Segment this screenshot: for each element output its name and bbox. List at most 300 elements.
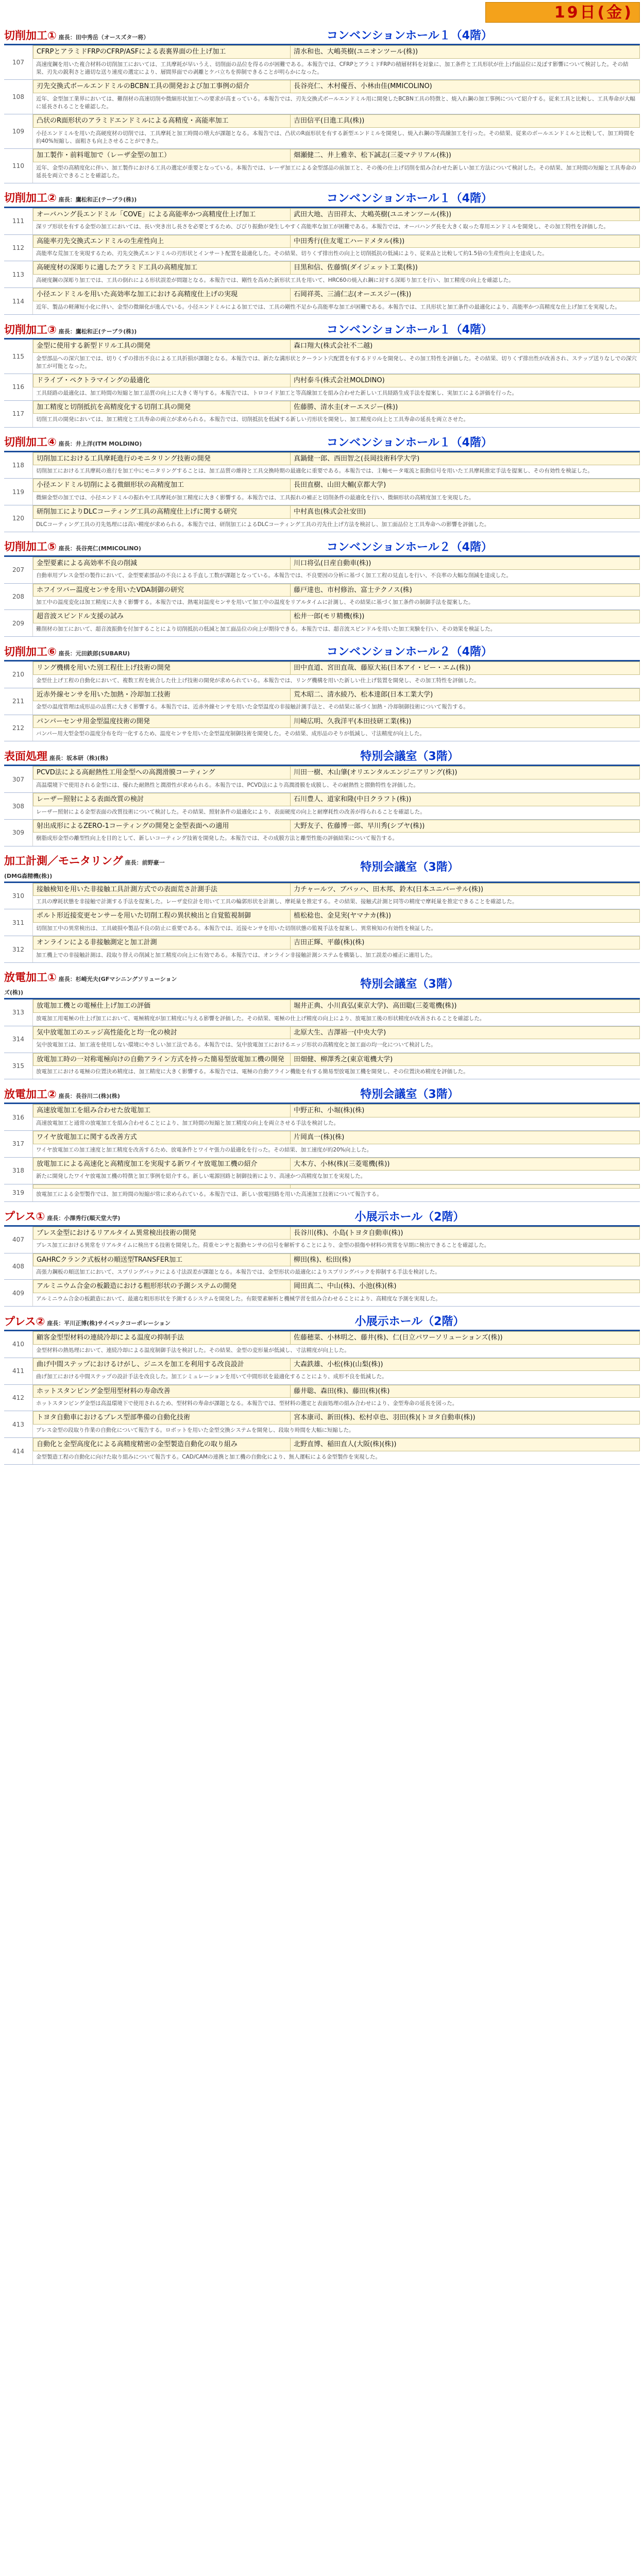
paper-number: 316 [4,1104,33,1130]
paper-row [4,235,640,262]
paper-authors: 片岡真一(株)(株) [291,1131,640,1144]
paper-row [4,261,640,288]
paper-authors: 柳田(株)、松田(株) [291,1253,640,1267]
paper-title: ドライブ・ペクトラマイングの最適化 [33,374,291,387]
paper-title: 金型要素による高効率不良の削減 [33,557,291,570]
paper-abstract: 金型材料の熱処理において、連続冷却による温度制御手法を検討した。その結果、金型の変形量が低減し、寸法精度が向上した。 [36,1347,350,1353]
paper-title: 近赤外線センサを用いた加熱・冷却加工技術 [33,688,291,702]
paper-title: オンラインによる非接触測定と加工計測 [33,936,291,950]
paper-row [4,1158,640,1184]
paper-body [33,883,640,909]
paper-title: 自動化と金型高度化による高精度精密の金型製造自動化の取り組み [33,1438,291,1451]
paper-body [33,1131,640,1157]
session-block [4,319,640,428]
paper-row [4,208,640,235]
paper-abstract: 近年、製品の軽薄短小化に伴い、金型の微細化が進んでいる。小径エンドミルによる加工では、工具の剛性不足から高能率な加工が困難である。本報告では、工具形状と加工条件の最適化により、高能率かつ高精度な仕上げ加工を実現した。 [36,303,620,310]
paper-body [33,662,640,688]
paper-body [33,1331,640,1358]
paper-heading [33,452,640,466]
session-chair: 座長：杉崎光夫(GFマシニングソリューションズ(株)) [4,976,177,996]
paper-row [4,909,640,936]
session-venue: 小展示ホール（2階） [354,1210,465,1224]
session-chair: 座長：井上洋(ITM MOLDINO) [58,440,142,448]
paper-authors: 田畑健、柳澤秀之(東京電機大学) [291,1053,640,1066]
paper-abstract: 難削材の加工において、超音波振動を付加することにより切削抵抗の低減と加工面品位の向上が期待できる。本報告では、超音波スピンドルを用いた加工実験を行い、その効果を検証した。 [36,625,496,632]
paper-authors: 宮本康司、新田(株)、松村卓也、羽田(株)(トヨタ自動車(株)) [291,1411,640,1425]
session-category: 切削加工④ 座長：井上洋(ITM MOLDINO) [4,436,142,449]
session-category: 表面処理 座長：坂本研（株)(株) [4,750,109,762]
paper-authors: 大本方、小林(株)(三菱電機(株)) [291,1158,640,1171]
session-venue: 特別会議室（3階） [360,977,459,991]
paper-row [4,557,640,584]
paper-abstract: 曲げ加工における中間ステップの設計手法を改良した。加工シミュレーションを用いて中間形状を最適化することにより、成形不良を低減した。 [36,1374,387,1380]
paper-authors: 石川豊人、道家和隆(中日クラフト(株)) [291,793,640,806]
paper-title: 気中放電加工のエッジ高性能化と均一化の検討 [33,1026,291,1040]
paper-heading [33,1411,640,1425]
paper-number: 212 [4,715,33,741]
paper-abstract: 自動車用プレス金型の製作において、金型要素部品の不良による手直し工数が課題となっている。本報告では、不良要因の分析に基づく加工工程の見直しを行い、不良率の大幅な削減を達成した。 [36,572,512,579]
paper-title: ポルト形近接変更センサーを用いた切削工程の異状検出と自覚監視制御 [33,909,291,923]
session-category: 加工計測／モニタリング 座長：前野豪一(DMG森精機(株)) [4,854,165,879]
paper-authors: 吉田正輝、平藤(株)(株) [291,936,640,950]
paper-row [4,610,640,637]
paper-title: ホットスタンピング金型用型材料の寿命改善 [33,1385,291,1398]
paper-abstract: 切削工具の開発においては、加工精度と工具寿命の両立が求められる。本報告では、切削抵抗を低減する新しい刃形状を開発し、加工精度の向上と工具寿命の延長を両立させた。 [36,416,469,423]
paper-heading [33,715,640,728]
paper-authors: 田中直道、宮田直哉、藤原大祐(日本アイ・ビー・エム(株)) [291,662,640,675]
paper-authors [291,1184,640,1189]
paper-row [4,452,640,479]
paper-authors: 藤井聡、森田(株)、藤田(株)(株) [291,1385,640,1398]
paper-number: 413 [4,1411,33,1437]
paper-body [33,766,640,792]
paper-title: 射出成形によるZERO-1コーティングの開発と金型表面への適用 [33,820,291,833]
paper-body [33,340,640,374]
paper-body [33,1184,640,1201]
paper-title: ホフイツバー温度センサを用いたVDA制御の研究 [33,584,291,597]
paper-title: レーザー照射による表面改質の検討 [33,793,291,806]
paper-body [33,208,640,234]
paper-number: 113 [4,261,33,287]
paper-authors: 植松稔也、金見実(ヤマナカ(株)) [291,909,640,923]
paper-title: CFRPとアラミドFRPのCFRP/ASFによる表裏界面の仕上げ加工 [33,45,291,59]
paper-number: 309 [4,820,33,846]
paper-row [4,340,640,374]
paper-title: 切削加工における工具摩耗進行のモニタリング技術の開発 [33,452,291,466]
paper-body [33,1385,640,1411]
session-block [4,1083,640,1202]
paper-title: 加工製作・前料電加で（レーザ金型の加工） [33,149,291,162]
paper-abstract: DLCコーティング工具の刃先処理には高い精度が求められる。本報告では、研削加工によるDLCコーティング工具の刃先仕上げ方法を検討し、加工面品位と工具寿命への影響を評価した。 [36,521,490,528]
paper-title: 高硬度材の深彫りに適したアラミド工具の高精度加工 [33,261,291,275]
paper-body [33,80,640,114]
paper-heading [33,1331,640,1345]
paper-number: 120 [4,505,33,532]
paper-authors: 畑瀬健二、井上雅幸、松下誠志(三菱マテリアル(株)) [291,149,640,162]
paper-number: 108 [4,80,33,114]
paper-number: 207 [4,557,33,583]
paper-heading [33,883,640,896]
session-chair: 座長：鷹松和正(テーブラ(株)) [58,196,137,204]
session-header [4,25,640,45]
paper-title: 刃先交換式ボールエンドミルのBCBN工具の開発および加工事例の紹介 [33,80,291,93]
paper-authors: 目黒和信、佐藤慎(ダイジェット工業(株)) [291,261,640,275]
session-block [4,851,640,963]
paper-abstract: 近年、金型の高精度化に伴い、加工製作における工具の選定が重要となっている。本報告では、レーザ加工による金型部品の前加工と、その後の仕上げ切削を組み合わせた新しい加工方法について検討した。その結果、加工時間の短縮と工具寿命の延長を両立できることを確認した。 [36,164,637,179]
session-venue: コンベンションホール１（4階） [327,436,493,449]
paper-number: 312 [4,936,33,962]
paper-authors: 長谷亮仁、木村優吾、小林由佳(MMICOLINO) [291,80,640,93]
paper-body [33,45,640,79]
session-block [4,25,640,183]
paper-body [33,1026,640,1053]
paper-heading [33,1131,640,1144]
session-venue: 特別会議室（3階） [360,1088,459,1101]
session-block [4,641,640,741]
paper-body [33,1438,640,1464]
paper-row [4,936,640,963]
paper-row [4,505,640,532]
session-block [4,432,640,532]
paper-authors: 川田一樹、木山肇(オリエンタルエンジニアリング(株)) [291,766,640,779]
session-block [4,745,640,846]
session-chair: 座長：田中秀岳（オースズタ一将） [58,33,149,41]
paper-row [4,80,640,114]
paper-heading [33,1227,640,1240]
session-chair: 座長：小澤秀行(順天堂大学) [47,1215,121,1222]
paper-title: オーバハング長エンドミル「COVE」による高能率かつ高精度仕上げ加工 [33,208,291,222]
paper-row [4,1385,640,1412]
session-chair: 座長：元田鉄郎(SUBARU) [58,650,130,657]
paper-number: 407 [4,1227,33,1253]
session-block [4,188,640,315]
paper-body [33,688,640,715]
paper-body [33,715,640,741]
paper-abstract: 切削加工における工具摩耗の進行を加工中にモニタリングすることは、加工品質の維持と工具交換時期の最適化に重要である。本報告では、主軸モータ電流と振動信号を用いた工具摩耗推定手法を提案し、その有効性を検証した。 [36,468,593,474]
paper-body [33,1227,640,1253]
session-list [4,25,640,1465]
paper-title: ワイヤ放電加工に関する改善方式 [33,1131,291,1144]
paper-authors: 長谷川(株)、小島(トヨタ自動車(株)) [291,1227,640,1240]
paper-abstract: 金型仕上げ工程の自動化において、複数工程を統合した仕上げ技術の開発が求められている。本報告では、リング機構を用いた新しい仕上げ装置を開発し、その加工特性を評価した。 [36,677,480,684]
paper-abstract: 近年、金型加工業界においては、難削材の高速切削や微細形状加工への要求が高まっている。本報告では、刃先交換式ボールエンドミル用に開発したBCBN工具の特徴と、焼入れ鋼の加工事例について紹介する。従来工具と比較し、工具寿命が大幅に延長されることを確認した。 [36,95,635,110]
paper-heading [33,584,640,597]
paper-heading [33,261,640,275]
session-venue: コンベンションホール２（4階） [327,540,493,554]
paper-abstract: 工具の摩耗状態を非接触で計測する手法を提案した。レーザ変位計を用いて工具の輪郭形状を計測し、摩耗量を推定する。その結果、接触式計測と同等の精度で摩耗量を推定できることを確認した。 [36,899,518,905]
paper-body [33,452,640,479]
session-category: プレス② 座長：平川正博(株)サイベックコーポレーション [4,1315,171,1328]
paper-abstract: ホットスタンピング金型は高温環境下で使用されるため、型材料の寿命が課題となる。本報告では、型材料の選定と表面処理の組み合わせにより、金型寿命の延長を図った。 [36,1400,458,1407]
paper-heading [33,936,640,950]
session-header [4,641,640,662]
paper-heading [33,114,640,128]
paper-row [4,1411,640,1438]
paper-abstract: プレス金型の段取り作業の自動化について報告する。ロボットを用いた金型交換システムを開発し、段取り時間を大幅に短縮した。 [36,1427,354,1433]
paper-authors: 武田大地、吉田祥太、大嶋英樹(ユニオンツール(株)) [291,208,640,222]
paper-number: 114 [4,288,33,314]
paper-heading [33,80,640,93]
paper-heading [33,45,640,59]
paper-number: 118 [4,452,33,479]
session-chair: 座長：鷹松和正(テーブラ(株)) [58,328,137,335]
paper-abstract: 金型製造工程の自動化に向けた取り組みについて報告する。CAD/CAMの連携と加工機の自動化により、無人運転による金型製作を実現した。 [36,1453,381,1460]
paper-number: 319 [4,1184,33,1201]
paper-row [4,1331,640,1358]
paper-heading [33,401,640,414]
paper-heading [33,557,640,570]
session-category: 切削加工⑥ 座長：元田鉄郎(SUBARU) [4,645,130,658]
paper-authors: 佐藤勝、清水圭(オーエスジー(株)) [291,401,640,414]
paper-number: 313 [4,999,33,1026]
paper-abstract: ワイヤ放電加工の加工速度と加工精度を改善するため、放電条件とワイヤ張力の最適化を行った。その結果、加工速度が約20%向上した。 [36,1146,372,1153]
paper-number: 111 [4,208,33,234]
paper-body [33,374,640,400]
paper-heading [33,820,640,833]
paper-heading [33,662,640,675]
paper-title: GAHRCクランク式板材の順送型TRANSFER加工 [33,1253,291,1267]
paper-abstract: 放電加工における電極の位置決め精度は、加工精度に大きく影響する。本報告では、電極の自動アライン機能を有する簡易型放電加工機を開発し、その位置決め精度を評価した。 [36,1069,469,1075]
paper-authors: 長田直樹、山田大輔(京都大学) [291,479,640,492]
paper-row [4,479,640,505]
session-header [4,536,640,557]
paper-row [4,1053,640,1080]
paper-heading [33,1158,640,1171]
paper-authors: 大森鉄雄、小松(株)(山梨(株)) [291,1358,640,1371]
paper-heading [33,909,640,923]
paper-title: 曲げ中間ステップにおけるけがし、ジニスを加工を利用する改良設計 [33,1358,291,1371]
paper-number: 410 [4,1331,33,1358]
paper-row [4,149,640,183]
paper-row [4,114,640,149]
paper-abstract: 樹脂成形金型の離型性向上を目的として、新しいコーティング技術を開発した。本報告では、その成膜方法と離型性能の評価結果について報告する。 [36,835,398,842]
paper-number: 209 [4,610,33,636]
paper-abstract: 高温環境下で使用される金型には、優れた耐熱性と潤滑性が求められる。本報告では、PCVD法により高潤滑膜を成膜し、その耐熱性と摺動特性を評価した。 [36,782,419,788]
paper-number: 411 [4,1358,33,1384]
paper-abstract: 高張力鋼板の順送加工において、スプリングバックによる寸法誤差が課題となる。本報告では、金型形状の最適化によりスプリングバックを抑制する手法を検討した。 [36,1269,440,1276]
paper-heading [33,149,640,162]
paper-title: プレス金型におけるリアルタイム異常検出技術の開発 [33,1227,291,1240]
paper-body [33,114,640,148]
paper-authors: 北原大生、吉澤裕一(中央大学) [291,1026,640,1040]
session-header [4,1083,640,1104]
paper-title: 顧客金型型材料の連続冷却による温度の抑制手法 [33,1331,291,1345]
session-block [4,1206,640,1307]
paper-row [4,1438,640,1465]
paper-authors: 森口翔大(株式会社不二越) [291,340,640,353]
paper-authors: 松井一郎(モリ精機(株)) [291,610,640,623]
session-chair: 座長：長谷亮仁(MMICOLINO) [58,545,141,552]
paper-authors: 中村真也(株式会社安田) [291,505,640,519]
paper-body [33,1253,640,1280]
paper-title: パンパーセンサ用金型温度技術の開発 [33,715,291,728]
session-category: 切削加工③ 座長：鷹松和正(テーブラ(株)) [4,323,137,336]
paper-heading [33,1358,640,1371]
paper-title: 高速放電加工を組み合わせた放電加工 [33,1104,291,1117]
paper-abstract: 放電加工による金型製作では、加工時間の短縮が常に求められている。本報告では、新しい放電回路を用いた高速加工技術について報告する。 [36,1191,382,1197]
paper-row [4,820,640,846]
paper-row [4,1184,640,1202]
paper-body [33,610,640,636]
session-block [4,536,640,637]
paper-title: 小径エンドミルを用いた高効率な加工における高精度仕上げの実現 [33,288,291,301]
paper-number: 318 [4,1158,33,1184]
paper-row [4,1227,640,1253]
paper-authors: 内村泰斗(株式会社MOLDINO) [291,374,640,387]
paper-heading [33,340,640,353]
paper-abstract: 工具経路の最適化は、加工時間の短縮と加工品質の向上に大きく寄与する。本報告では、トロコイド加工と等高線加工を組み合わせた新しい工具経路生成手法を提案し、実加工による評価を行った。 [36,389,518,396]
paper-number: 117 [4,401,33,427]
paper-heading [33,1026,640,1040]
session-block [4,1311,640,1465]
session-header [4,967,640,999]
paper-heading [33,688,640,702]
paper-row [4,1131,640,1158]
paper-title: 金型に使用する新型ドリル工具の開発 [33,340,291,353]
paper-heading [33,1104,640,1117]
session-venue: 特別会議室（3階） [360,861,459,874]
paper-abstract: 微細金型の加工では、小径エンドミルの振れや工具摩耗が加工精度に大きく影響する。本報告では、工具振れの補正と切削条件の最適化を行い、微細形状の高精度加工を実現した。 [36,494,474,501]
paper-authors: 吉田信平(日進工具(株)) [291,114,640,128]
paper-title: アルミニウム合金の板鍛造における粗形形状の予測システムの開発 [33,1280,291,1293]
session-venue: コンベンションホール１（4階） [327,29,493,42]
paper-row [4,45,640,80]
paper-row [4,883,640,910]
session-venue: 小展示ホール（2階） [354,1315,465,1329]
session-category: プレス① 座長：小澤秀行(順天堂大学) [4,1210,121,1223]
paper-title: 凸状のR面形状のアラミドエンドミルによる高精度・高能率加工 [33,114,291,128]
paper-title: 放電加工による高速化と高精度加工を実現する新ワイヤ放電加工機の紹介 [33,1158,291,1171]
paper-row [4,688,640,715]
paper-row [4,1026,640,1053]
paper-row [4,793,640,820]
paper-heading [33,610,640,623]
paper-row [4,999,640,1026]
paper-title: 高能率刃先交換式エンドミルの生産性向上 [33,235,291,248]
paper-body [33,235,640,261]
paper-heading [33,1385,640,1398]
paper-authors: 北野直博、稲田直人(大阪(株)(株)) [291,1438,640,1451]
paper-abstract: 放電加工用電極の仕上げ加工において、電極精度が加工精度に与える影響を評価した。その結果、電極の仕上げ精度の向上により、放電加工後の形状精度が改善されることを確認した。 [36,1015,485,1022]
paper-body [33,401,640,427]
day-badge: 19日(金) [485,2,640,23]
paper-abstract: 高速度鋼を用いた複合材料の切削加工においては、工具摩耗が早いうえ、切削面の品位を得るのが困難である。本報告では、CFRPとアラミドFRPの積層材料を対象に、加工条件と工具形状が仕上げ面品位に及ぼす影響について検討した。その結果、刃先の鋭利さと適切な送り速度の選定により、層間界面での剥離とケバ立ちを抑制できることが明らかになった。 [36,61,629,75]
paper-row [4,374,640,401]
paper-number: 314 [4,1026,33,1053]
paper-abstract: バンパー用大型金型の温度分布を均一化するため、温度センサを用いた金型温度制御技術を開発した。その結果、成形品のそりが低減し、寸法精度が向上した。 [36,731,425,737]
paper-body [33,149,640,183]
paper-row [4,1253,640,1280]
session-block [4,967,640,1079]
session-header [4,745,640,766]
paper-row [4,1104,640,1131]
session-venue: コンベンションホール１（4階） [327,324,493,336]
paper-title: 放電加工機との電極仕上げ加工の評価 [33,999,291,1013]
paper-abstract: 気中放電加工は、加工液を使用しない環境にやさしい加工法である。本報告では、気中放電加工におけるエッジ形状の高精度化と加工面の均一化について検討した。 [36,1042,436,1048]
paper-heading [33,999,640,1013]
paper-title: PCVD法による高耐熱性工用金型への高潤滑膜コーティング [33,766,291,779]
paper-body [33,479,640,505]
paper-title: 加工精度と切削抵抗を高精度化する切削工具の開発 [33,401,291,414]
paper-body [33,584,640,610]
paper-title [33,1184,291,1189]
paper-body [33,1158,640,1184]
session-category: 切削加工① 座長：田中秀岳（オースズタ一将） [4,29,149,42]
paper-abstract: 深リブ形状を有する金型の加工においては、長い突き出し長さを必要とするため、びびり振動が発生しやすく高能率な加工が困難である。本報告では、オーバハング長を大きく取った専用エンドミルを開発し、その加工特性を評価した。 [36,224,609,230]
session-category: 放電加工① 座長：杉崎光夫(GFマシニングソリューションズ(株)) [4,971,177,996]
paper-number: 210 [4,662,33,688]
paper-number: 412 [4,1385,33,1411]
session-header [4,1311,640,1331]
paper-authors: 真鍋健一郎、西田智之(長岡技術科学大学) [291,452,640,466]
paper-heading [33,793,640,806]
session-venue: コンベンションホール１（4階） [327,192,493,205]
paper-number: 308 [4,793,33,819]
session-header [4,432,640,452]
session-header [4,1206,640,1227]
paper-authors: 清水和也、大嶋英樹(ユニオンツール(株)) [291,45,640,59]
session-chair: 座長：平川正博(株)サイベックコーポレーション [47,1319,171,1327]
paper-number: 409 [4,1280,33,1306]
paper-abstract: アルミニウム合金の板鍛造において、最適な粗形形状を予測するシステムを開発した。有限要素解析と機械学習を組み合わせることにより、高精度な予測を実現した。 [36,1295,441,1302]
paper-number: 208 [4,584,33,610]
paper-number: 317 [4,1131,33,1157]
paper-abstract: 加工中の温度変化は加工精度に大きく影響する。本報告では、熱電対温度センサを用いて加工中の温度をリアルタイムに計測し、その結果に基づく加工条件の制御手法を提案した。 [36,599,474,606]
paper-number: 414 [4,1438,33,1464]
session-chair: 座長：前野豪一(DMG森精機(株)) [4,859,165,879]
paper-heading [33,235,640,248]
paper-heading [33,1280,640,1293]
paper-body [33,820,640,846]
paper-abstract: 金型部品への深穴加工では、切りくずの排出不良による工具折損が課題となる。本報告では、新たな溝形状とクーラント穴配置を有するドリルを開発し、その加工特性を評価した。その結果、切りくず排出性が改善され、ステップ送りなしでの深穴加工が可能となった。 [36,355,637,369]
paper-authors: 大野友子、佐藤博一郎、早川秀(シブヤ(株)) [291,820,640,833]
paper-heading [33,505,640,519]
paper-body [33,505,640,532]
paper-row [4,715,640,742]
paper-heading [33,1438,640,1451]
paper-body [33,288,640,314]
paper-title: 接触検知を用いた非接触工具計測方式での表面荒さ計測手法 [33,883,291,896]
paper-row [4,1358,640,1385]
session-chair: 座長：長谷川二(株)(株) [58,1092,120,1099]
paper-abstract: 金型の温度管理は成形品の品質に大きく影響する。本報告では、近赤外線センサを用いた金型温度の非接触計測手法と、その結果に基づく加熱・冷却制御技術について報告する。 [36,704,469,710]
paper-authors: 藤戸達也、市村修治、富士テクノス(株) [291,584,640,597]
paper-abstract: 高速放電加工と通常の放電加工を組み合わせることにより、加工時間の短縮と加工精度の向上を両立させる手法を検討した。 [36,1120,339,1126]
paper-abstract: 新たに開発したワイヤ放電加工機の特徴と加工事例を紹介する。新しい電源回路と制御技術により、高速かつ高精度な加工を実現した。 [36,1173,366,1180]
session-venue: コンベンションホール２（4階） [327,646,493,659]
paper-number: 211 [4,688,33,715]
paper-row [4,1280,640,1307]
paper-number: 311 [4,909,33,936]
paper-number: 109 [4,114,33,148]
paper-abstract: 高能率な荒加工を実現するため、刃先交換式エンドミルの刃形状とインサート配置を最適化した。その結果、切りくず排出性の向上と切削抵抗の低減により、従来品と比較して約1.5倍の生産性向上を達成した。 [36,250,548,257]
session-category: 切削加工② 座長：鷹松和正(テーブラ(株)) [4,192,137,205]
session-category: 放電加工② 座長：長谷川二(株)(株) [4,1088,120,1100]
paper-number: 115 [4,340,33,374]
paper-authors: 佐藤穂菜、小林明之、藤井(株)、仁(日立パワーソリューションズ(株)) [291,1331,640,1345]
paper-abstract: レーザー照射による金型表面の改質技術について検討した。その結果、照射条件の最適化により、表面硬度の向上と耐摩耗性の改善が得られることを確認した。 [36,808,426,815]
paper-body [33,1053,640,1079]
paper-body [33,999,640,1026]
paper-number: 315 [4,1053,33,1079]
paper-number: 116 [4,374,33,400]
paper-number: 112 [4,235,33,261]
paper-row [4,584,640,611]
paper-title: リング機構を用いた別工程仕上げ技術の開発 [33,662,291,675]
paper-number: 119 [4,479,33,505]
paper-authors: 中田秀行(住友電工ハードメタル(株)) [291,235,640,248]
paper-body [33,1358,640,1384]
